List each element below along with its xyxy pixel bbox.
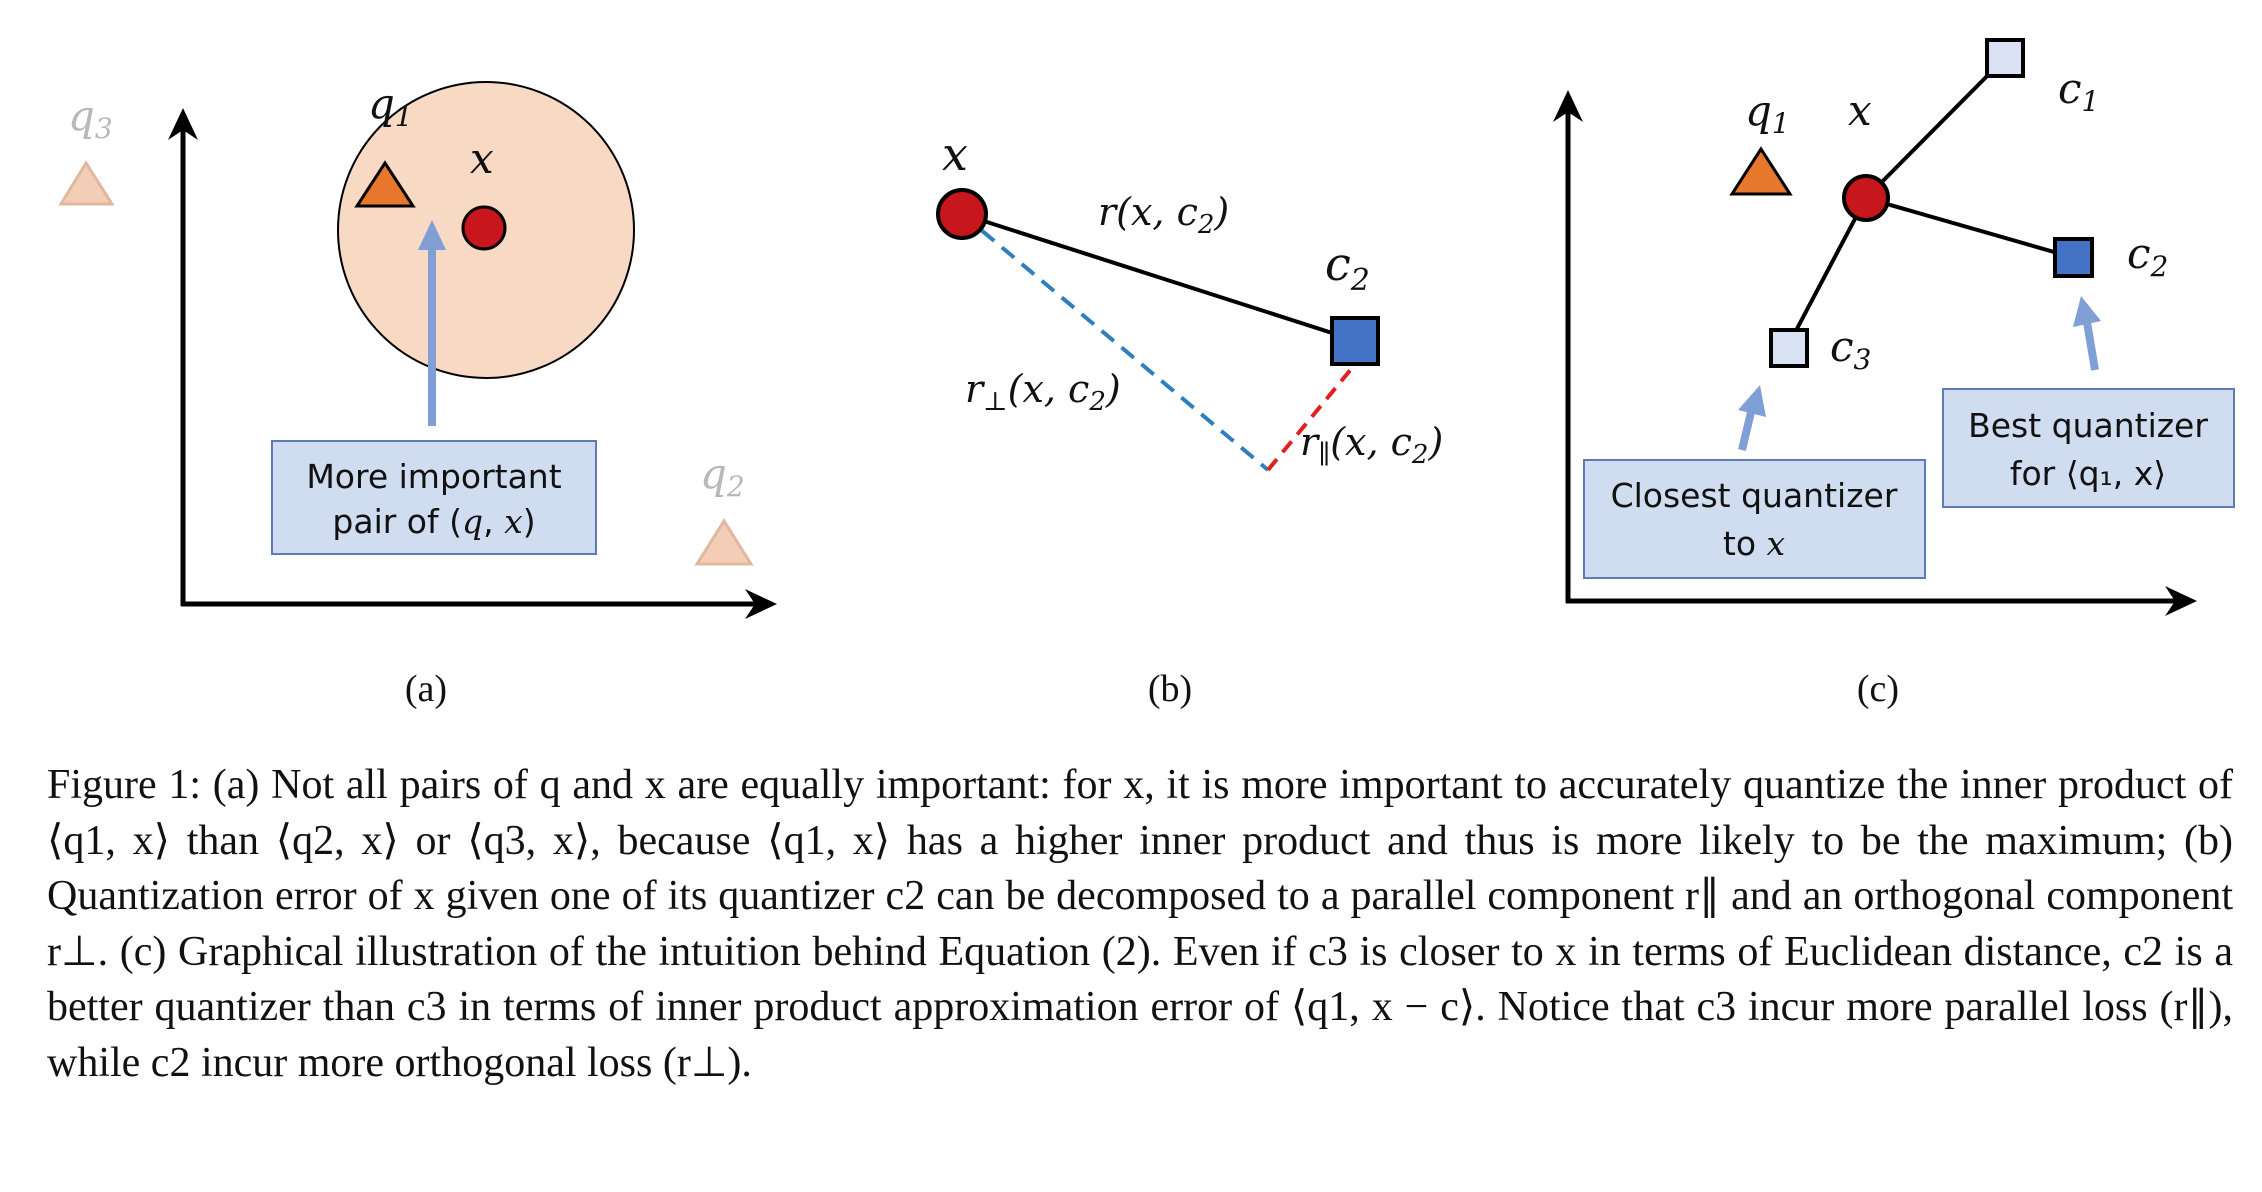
rperp-label: $r_\perp(x$, $c_2$) [965,367,1121,417]
panel-a [61,79,777,710]
q2-label: q2 [700,449,745,503]
best-arrowhead [2073,296,2101,327]
c1-label: c1 [2058,64,2100,118]
q1-triangle-c [1732,149,1790,194]
r-label: r(x, $c_2$) [1098,190,1230,240]
c2-square-b [1332,318,1378,364]
closest-arrowhead [1738,385,1766,417]
closest-box-line2: to x [1722,524,1786,563]
figure-caption [47,758,2233,1091]
x-label-c: x [1848,86,1872,135]
x-point [463,207,505,249]
rpar-label: $r_\parallel(x$, $c_2$) [1300,420,1444,470]
x-to-c2-edge [1866,198,2075,258]
q1-label-a: q1 [368,79,413,133]
q2-triangle [697,521,751,564]
panel-a-sublabel: (a) [404,668,448,710]
panel-b-sublabel: (b) [1147,668,1193,710]
x-to-c3-edge [1790,198,1866,342]
x-label-b: x [942,127,968,181]
c1-square [1987,40,2023,76]
q3-triangle [61,163,112,204]
q1-label-c: q1 [1745,86,1790,140]
c2-label-b: $c_2$ [1325,237,1370,298]
c2-square-c [2055,239,2092,276]
closest-box-line1: Closest quantizer [1610,476,1898,515]
panel-b [938,127,1443,710]
closest-arrow [1742,408,1752,450]
panel-c-sublabel: (c) [1856,668,1900,710]
x-point-c [1844,176,1888,220]
best-box-line2: for ⟨q₁, x⟩ [2009,454,2167,493]
q3-label: q3 [68,91,113,145]
panel-a-box-line2: pair of (q, x) [332,502,536,541]
x-to-c1-edge [1866,60,2003,198]
panel-a-box-line1: More important [306,457,562,496]
caption-figure-label: Figure 1: [47,762,202,808]
c2-label-c: c2 [2127,229,2169,283]
x-point-b [938,190,986,238]
x-label-a: x [470,134,494,183]
c3-square [1771,330,1807,366]
best-arrow [2087,322,2095,370]
best-box-line1: Best quantizer [1968,406,2208,445]
orthogonal-component [962,214,1268,470]
caption-text: (a) Not all pairs of q and x are equally important: for x, it is more important to accurately quantize the inner product of ⟨q1, x⟩ than ⟨q2, x⟩ or ⟨q3, x⟩, because ⟨q1, x⟩ has a higher inner product and thus is more likely to be the maximum; (b) Quantization error of x given one of its quantizer c2 can be decomposed to a parallel component r∥ and an orthogonal component r⊥. (c) Graphical illustration of the intuition behind Equation (2). Even if c3 is closer to x in terms of Euclidean distance, c2 is a better quantizer than c3 in terms of inner product approximation error of ⟨q1, x − c⟩. Notice that c3 incur more parallel loss (r∥), while c2 incur more orthogonal loss (r⊥). [47,762,2234,1086]
c3-label: c3 [1830,322,1872,376]
panel-c [1553,40,2234,710]
